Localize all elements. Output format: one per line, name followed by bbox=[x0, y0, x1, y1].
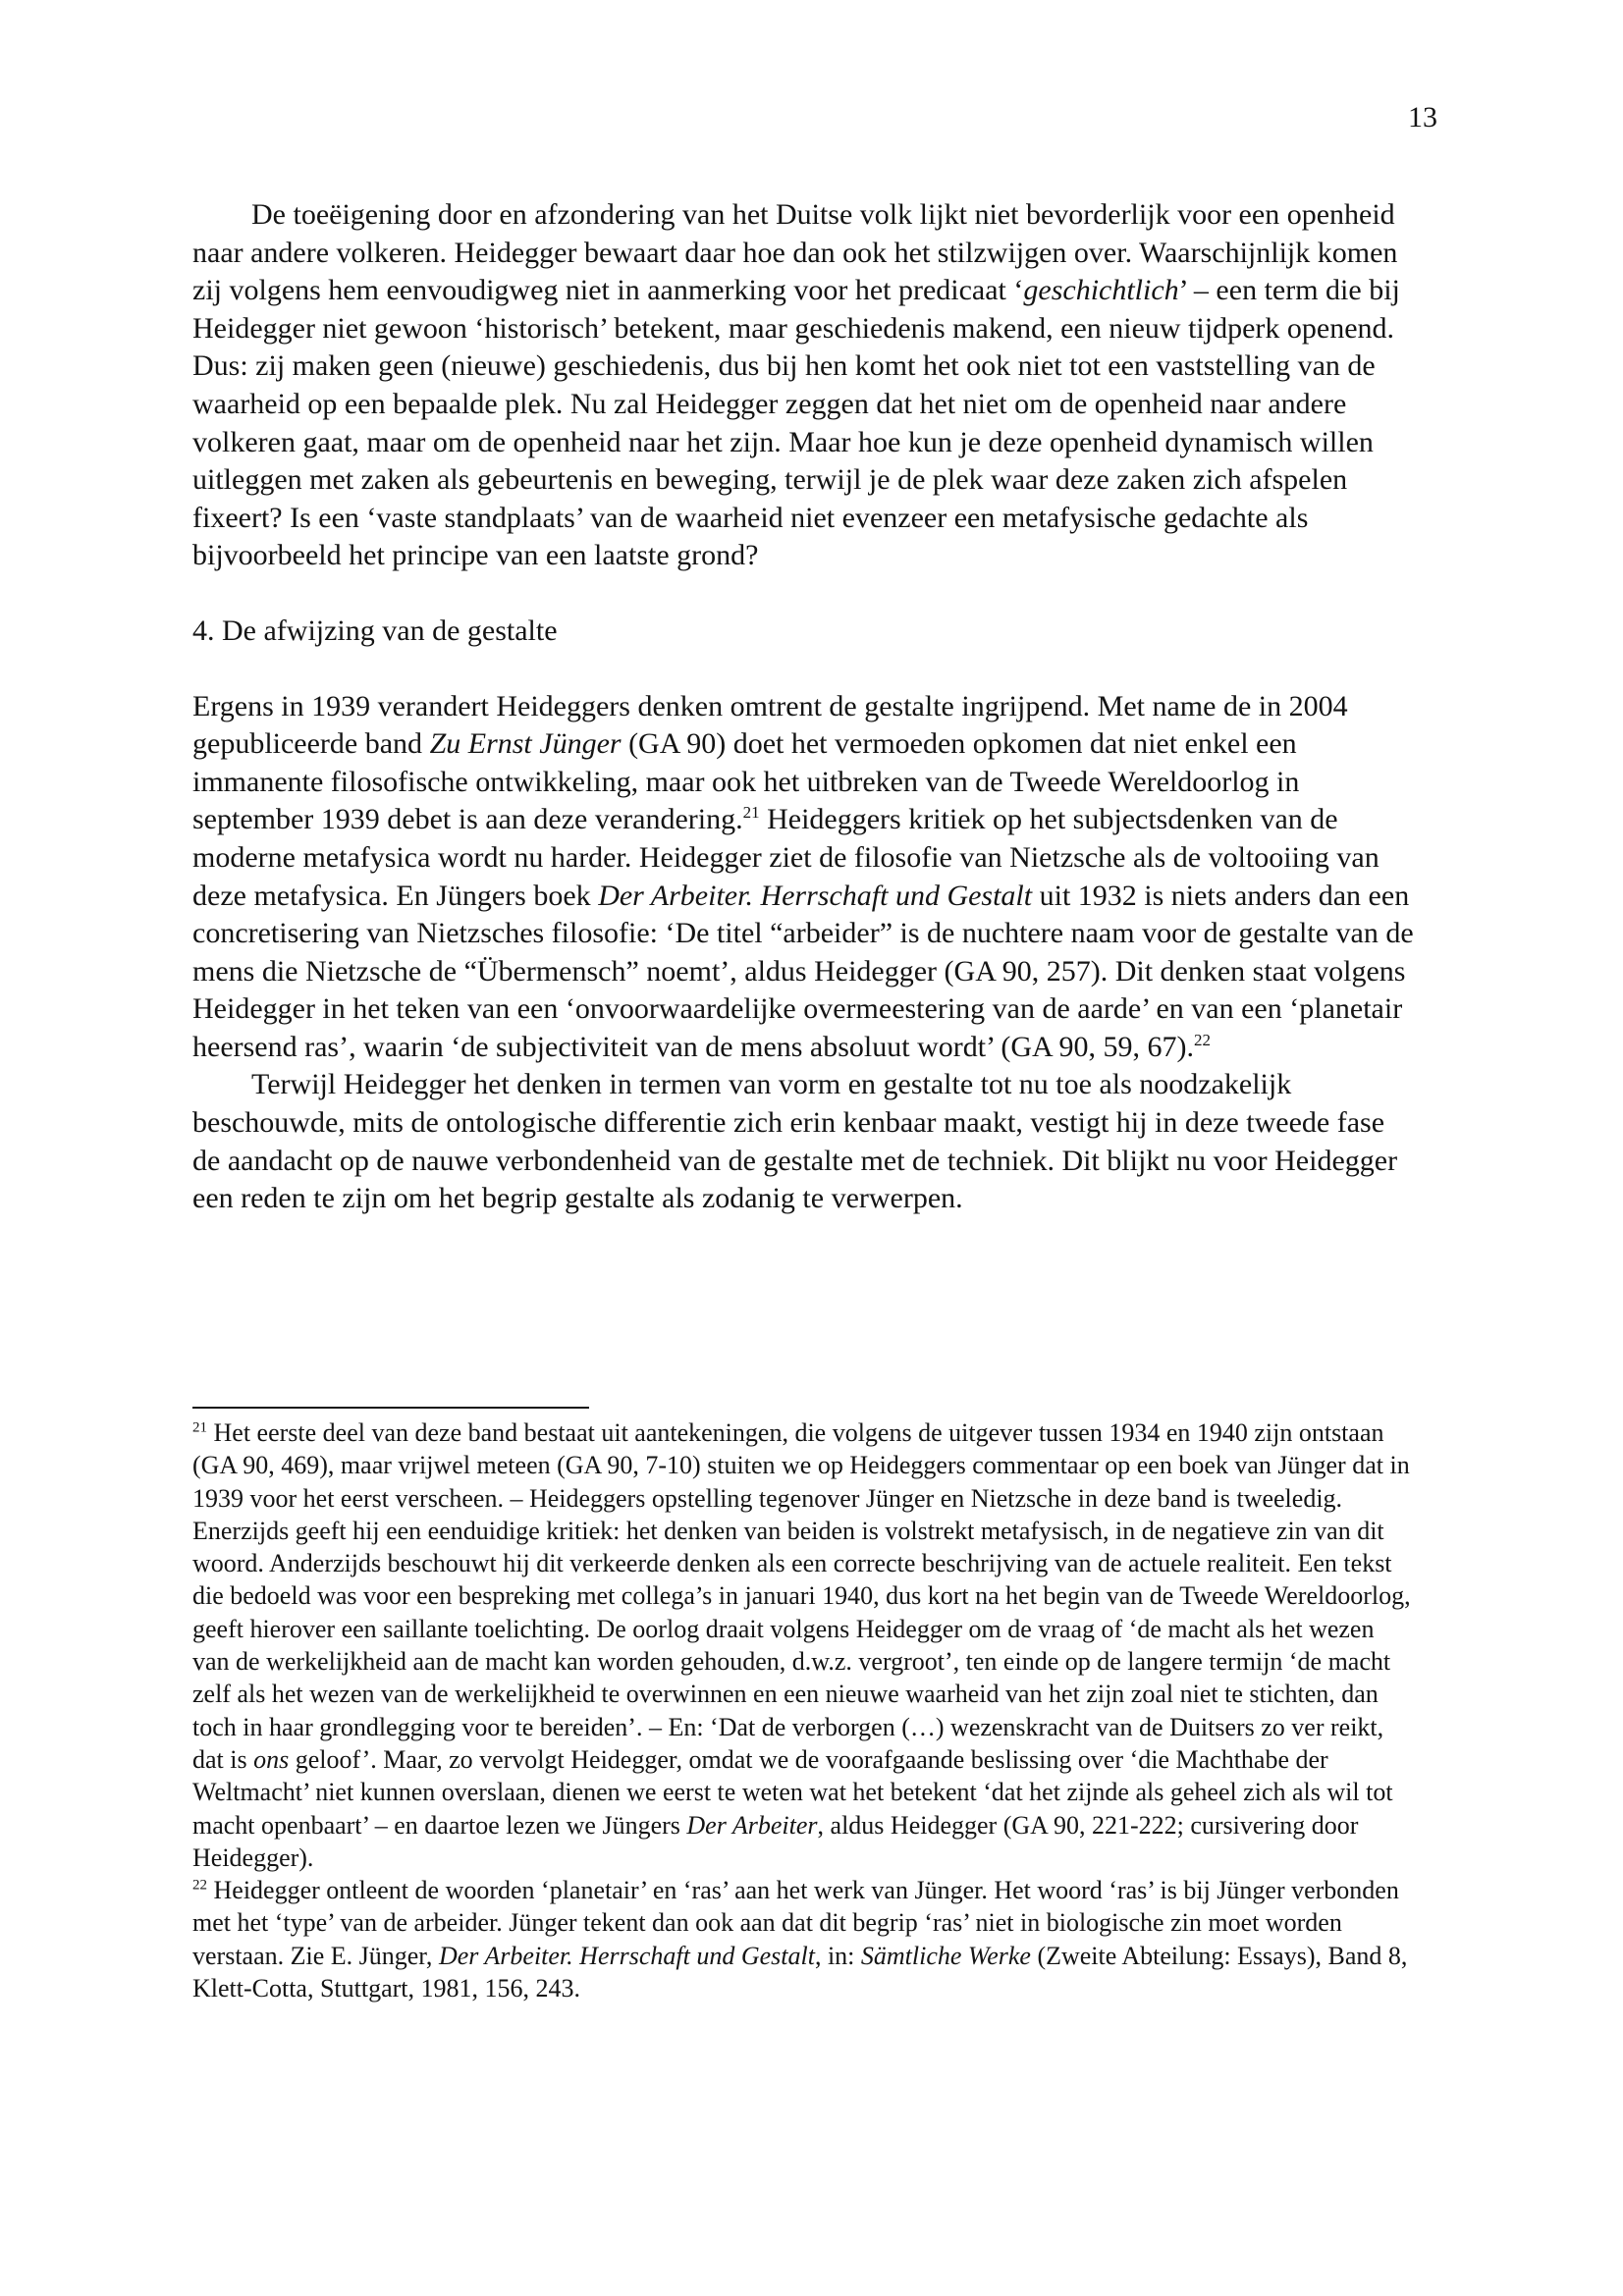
book-title: Der Arbeiter. Herrschaft und Gestalt bbox=[438, 1941, 815, 1970]
text-run: , in: bbox=[814, 1941, 861, 1970]
text-run: , aldus Heidegger (GA 90, 221-222; cursivering door Heidegger). bbox=[192, 1810, 1359, 1872]
text-run: Heidegger ontleent de woorden ‘planetair’ en ‘ras’ aan het werk van Jünger. Het woord ‘ras’ is bij Jünger verbonden met het ‘type’ van de arbeider. Jünger tekent dan ook aan dat dit begrip ‘ras’ niet in biologische zin moet worden verstaan. Zie E. Jünger, bbox=[192, 1876, 1399, 1970]
text-run: Heideggers kritiek op het subjectsdenken van de moderne metafysica wordt nu harder. Heidegger ziet de filosofie van Nietzsche als de voltooiing van deze metafysica. En Jüngers boek bbox=[192, 803, 1380, 912]
text-run: De toeëigening door en afzondering van het Duitse volk lijkt niet bevorderlijk voor een openheid naar andere volkeren. Heidegger bewaart daar hoe dan ook het stilzwijgen over. Waarschijnlijk komen zij volgens hem eenvoudigweg niet in aanmerking voor het predicaat ‘ bbox=[192, 198, 1398, 307]
book-title: Zu Ernst Jünger bbox=[429, 727, 622, 761]
text-run: ’ – een term die bij Heidegger niet gewoon ‘historisch’ betekent, maar geschiedenis makend, een nieuw tijdperk openend. Dus: zij maken geen (nieuwe) geschiedenis, dus bij hen komt het ook niet tot een vaststelling van de waarheid op een bepaalde plek. Nu zal Heidegger zeggen dat het niet om de openheid naar andere volkeren gaat, maar om de openheid naar het zijn. Maar hoe kun je deze openheid dynamisch willen uitleggen met zaken als gebeurtenis en beweging, terwijl je de plek waar deze zaken zich afspelen fixeert? Is een ‘vaste standplaats’ van de waarheid niet evenzeer een metafysische gedachte als bijvoorbeeld het principe van een laatste grond? bbox=[192, 274, 1400, 572]
text-run: geloof’. Maar, zo vervolgt Heidegger, omdat we de voorafgaande beslissing over ‘die Machthabe der Weltmacht’ niet kunnen overslaan, dienen we eerst te weten wat het betekent ‘dat het zijnde als geheel zich als wil tot macht openbaart’ – en daartoe lezen we Jüngers bbox=[192, 1744, 1393, 1840]
book-title: Der Arbeiter bbox=[686, 1810, 818, 1840]
text-run: uit 1932 is niets anders dan een concretisering van Nietzsches filosofie: ‘De titel “arbeider” is de nuchtere naam voor de gestalte van de mens die Nietzsche de “Übermensch” noemt’, aldus Heidegger (GA 90, 257). Dit denken staat volgens Heidegger in het teken van een ‘onvoorwaardelijke overmeestering van de aarde’ en van een ‘planetair heersend ras’, waarin ‘de subjectiviteit van de mens absoluut wordt’ (GA 90, 59, 67). bbox=[192, 879, 1414, 1063]
paragraph-2 bbox=[192, 688, 1415, 1067]
text-run: Ergens in 1939 verandert Heideggers denken omtrent de gestalte ingrijpend. Met name de in 2004 gepubliceerde band bbox=[192, 689, 1348, 761]
italic-term: geschichtlich bbox=[1023, 274, 1179, 307]
footnote-22 bbox=[192, 1874, 1415, 2004]
main-text bbox=[192, 196, 1415, 1218]
paragraph-3: Terwijl Heidegger het denken in termen van vorm en gestalte tot nu toe als noodzakelijk beschouwde, mits de ontologische differentie zich erin kenbaar maakt, vestigt hij in deze tweede fase de aandacht op de nauwe verbondenheid van de gestalte met de techniek. Dit blijkt nu voor Heidegger een reden te zijn om het begrip gestalte als zodanig te verwerpen. bbox=[192, 1068, 1398, 1215]
section-heading: 4. De afwijzing van de gestalte bbox=[192, 614, 558, 647]
book-title: Sämtliche Werke bbox=[860, 1941, 1031, 1970]
footnote-mark: 21 bbox=[192, 1419, 207, 1436]
footnote-21 bbox=[192, 1416, 1415, 1874]
text-run: Het eerste deel van deze band bestaat uit aantekeningen, die volgens de uitgever tussen 1934 en 1940 zijn ontstaan (GA 90, 469), maar vrijwel meteen (GA 90, 7-10) stuiten we op Heideggers commentaar op een boek van Jünger dat in 1939 voor het eerst verscheen. – Heideggers opstelling tegenover Jünger en Nietzsche in deze band is tweeledig. Enerzijds geeft hij een eenduidige kritiek: het denken van beiden is volstrekt metafysisch, in de negatieve zin van dit woord. Anderzijds beschouwt hij dit verkeerde denken als een correcte beschrijving van de actuele realiteit. Een tekst die bedoeld was voor een bespreking met collega’s in januari 1940, dus kort na het begin van de Tweede Wereldoorlog, geeft hierover een saillante toelichting. De oorlog draait volgens Heidegger om de vraag of ‘de macht als het wezen van de werkelijkheid aan de macht kan worden gehouden, d.w.z. vergroot’, ten einde op de langere termijn ‘de macht zelf als het wezen van de werkelijkheid te overwinnen en een nieuwe waarheid van het zijn zoal niet te stichten, dan toch in haar grondlegging voor te bereiden’. – En: ‘Dat de verborgen (…) wezenskracht van de Duitsers zo ver reikt, dat is bbox=[192, 1418, 1411, 1774]
paragraph-1 bbox=[192, 196, 1415, 575]
book-title: Der Arbeiter. Herrschaft und Gestalt bbox=[598, 879, 1033, 912]
page-number: 13 bbox=[1408, 101, 1437, 133]
text-run: (Zweite Abteilung: Essays), Band 8, Klett-Cotta, Stuttgart, 1981, 156, 243. bbox=[192, 1941, 1408, 2003]
footnote-ref-22[interactable]: 22 bbox=[1194, 1030, 1211, 1049]
footnote-ref-21[interactable]: 21 bbox=[742, 803, 760, 823]
italic-term: ons bbox=[253, 1744, 290, 1774]
text-run: (GA 90) doet het vermoeden opkomen dat niet enkel een immanente filosofische ontwikkeling, maar ook het uitbreken van de Tweede Wereldoorlog in september 1939 debet is aan deze verandering. bbox=[192, 727, 1300, 836]
footnotes bbox=[192, 1416, 1415, 2004]
footnote-mark: 22 bbox=[192, 1877, 207, 1894]
footnote-separator bbox=[192, 1407, 589, 1409]
